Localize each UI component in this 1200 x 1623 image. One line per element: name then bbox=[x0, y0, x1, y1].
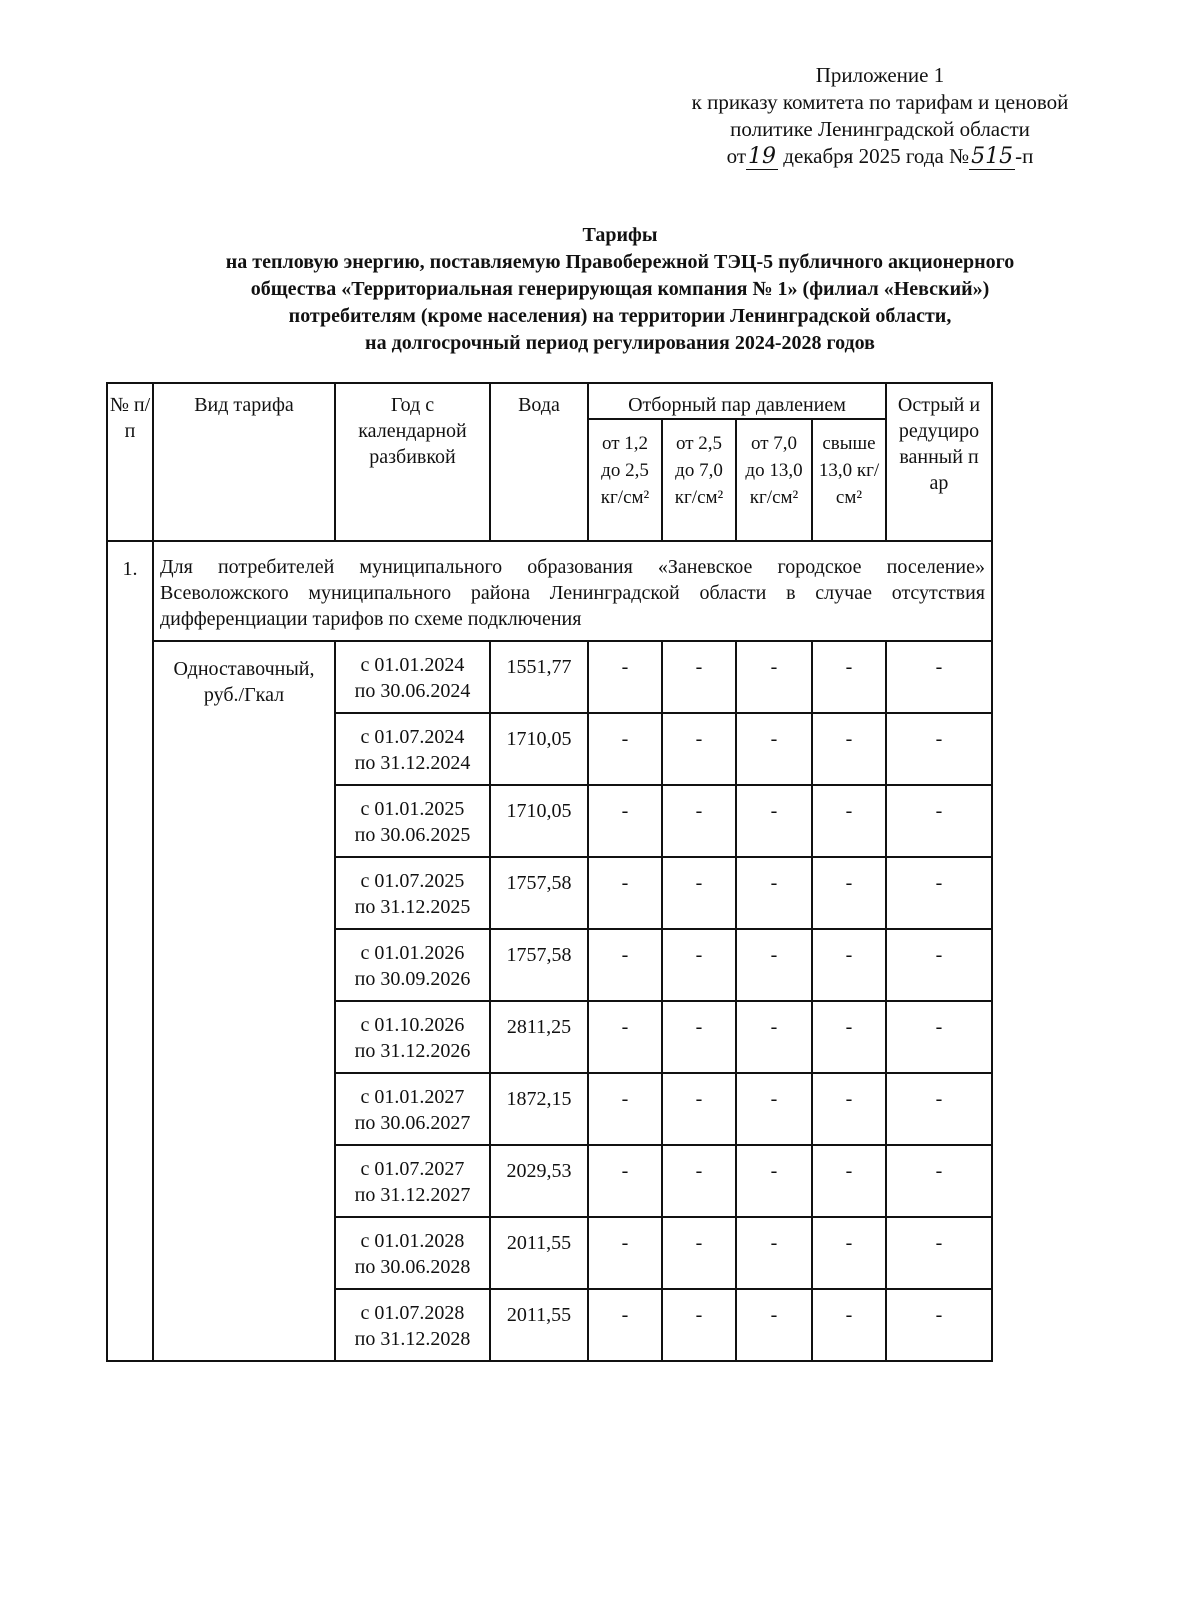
steam-2-value: - bbox=[662, 713, 736, 785]
steam-3-value: - bbox=[736, 785, 812, 857]
period-from: с 01.07.2025 bbox=[360, 870, 465, 892]
header-sharp-steam: Острый и редуцированный пар bbox=[886, 383, 992, 541]
subheader-steam-4: свыше 13,0 кг/см² bbox=[812, 419, 886, 541]
steam-4-value: - bbox=[812, 713, 886, 785]
period-cell bbox=[335, 641, 490, 713]
appendix-line-3: политике Ленинградской области bbox=[730, 117, 1030, 141]
sharp-steam-value: - bbox=[886, 713, 992, 785]
handwritten-order-number: 515 bbox=[971, 144, 1014, 169]
steam-3-value: - bbox=[736, 1145, 812, 1217]
steam-1-value: - bbox=[588, 1073, 662, 1145]
steam-3-value: - bbox=[736, 1289, 812, 1361]
subheader-steam-1: от 1,2 до 2,5 кг/см² bbox=[588, 419, 662, 541]
steam-1-value: - bbox=[588, 713, 662, 785]
period-to: по 30.06.2028 bbox=[354, 1256, 471, 1278]
handwritten-day: 19 bbox=[748, 144, 777, 169]
steam-4-value: - bbox=[812, 1217, 886, 1289]
steam-3-value: - bbox=[736, 1217, 812, 1289]
period-from: с 01.07.2027 bbox=[360, 1158, 465, 1180]
water-value: 2011,55 bbox=[490, 1289, 588, 1361]
period-to: по 30.09.2026 bbox=[354, 968, 471, 990]
subheader-steam-2: от 2,5 до 7,0 кг/см² bbox=[662, 419, 736, 541]
date-middle: декабря 2025 года № bbox=[783, 144, 970, 168]
period-to: по 31.12.2026 bbox=[354, 1040, 471, 1062]
steam-4-value: - bbox=[812, 785, 886, 857]
steam-1-value: - bbox=[588, 1289, 662, 1361]
steam-4-value: - bbox=[812, 1001, 886, 1073]
steam-3-value: - bbox=[736, 1001, 812, 1073]
water-value: 1551,77 bbox=[490, 641, 588, 713]
period-from: с 01.07.2028 bbox=[360, 1302, 465, 1324]
water-value: 1757,58 bbox=[490, 929, 588, 1001]
water-value: 1872,15 bbox=[490, 1073, 588, 1145]
steam-3-value: - bbox=[736, 857, 812, 929]
period-to: по 31.12.2028 bbox=[354, 1328, 471, 1350]
period-to: по 30.06.2025 bbox=[354, 824, 471, 846]
period-to: по 31.12.2027 bbox=[354, 1184, 471, 1206]
section-number: 1. bbox=[107, 541, 153, 1361]
header-water: Вода bbox=[490, 383, 588, 541]
steam-4-value: - bbox=[812, 929, 886, 1001]
appendix-line-1: Приложение 1 bbox=[815, 63, 945, 87]
header-tariff-type: Вид тарифа bbox=[153, 383, 335, 541]
document-title bbox=[90, 222, 1150, 357]
period-to: по 30.06.2024 bbox=[354, 680, 471, 702]
sharp-steam-value: - bbox=[886, 857, 992, 929]
period-to: по 31.12.2024 bbox=[354, 752, 471, 774]
title-line-4: на долгосрочный период регулирования 2024-2028 годов bbox=[365, 332, 875, 354]
title-line-2: общества «Территориальная генерирующая компания № 1» (филиал «Невский») bbox=[250, 278, 990, 300]
sharp-steam-value: - bbox=[886, 929, 992, 1001]
period-from: с 01.01.2027 bbox=[360, 1086, 465, 1108]
steam-3-value: - bbox=[736, 929, 812, 1001]
sharp-steam-value: - bbox=[886, 1217, 992, 1289]
steam-3-value: - bbox=[736, 1073, 812, 1145]
water-value: 2011,55 bbox=[490, 1217, 588, 1289]
period-cell bbox=[335, 1217, 490, 1289]
appendix-date-line bbox=[640, 143, 1120, 170]
period-from: с 01.01.2026 bbox=[360, 942, 465, 964]
steam-4-value: - bbox=[812, 1289, 886, 1361]
section-description: Для потребителей муниципального образования «Заневское городское поселение» Всеволожского муниципального района Ленинградской области в случае отсутствия дифференциации тарифов по схеме подключения bbox=[153, 541, 992, 641]
water-value: 1710,05 bbox=[490, 785, 588, 857]
steam-1-value: - bbox=[588, 857, 662, 929]
header-year: Год с календарной разбивкой bbox=[335, 383, 490, 541]
sharp-steam-value: - bbox=[886, 641, 992, 713]
steam-4-value: - bbox=[812, 641, 886, 713]
steam-2-value: - bbox=[662, 641, 736, 713]
period-cell bbox=[335, 929, 490, 1001]
appendix-header bbox=[640, 62, 1120, 170]
period-cell bbox=[335, 857, 490, 929]
steam-1-value: - bbox=[588, 641, 662, 713]
steam-1-value: - bbox=[588, 929, 662, 1001]
title-heading: Тарифы bbox=[582, 224, 658, 246]
period-cell bbox=[335, 713, 490, 785]
period-cell bbox=[335, 1289, 490, 1361]
water-value: 2811,25 bbox=[490, 1001, 588, 1073]
title-line-1: на тепловую энергию, поставляемую Правобережной ТЭЦ-5 публичного акционерного bbox=[225, 251, 1015, 273]
steam-1-value: - bbox=[588, 1001, 662, 1073]
water-value: 2029,53 bbox=[490, 1145, 588, 1217]
subheader-steam-3: от 7,0 до 13,0 кг/см² bbox=[736, 419, 812, 541]
steam-2-value: - bbox=[662, 785, 736, 857]
header-number: № п/п bbox=[107, 383, 153, 541]
steam-3-value: - bbox=[736, 641, 812, 713]
steam-3-value: - bbox=[736, 713, 812, 785]
period-cell bbox=[335, 1073, 490, 1145]
date-suffix: -п bbox=[1015, 144, 1034, 168]
header-steam-group: Отборный пар давлением bbox=[588, 383, 886, 419]
sharp-steam-value: - bbox=[886, 1145, 992, 1217]
steam-2-value: - bbox=[662, 1073, 736, 1145]
sharp-steam-value: - bbox=[886, 785, 992, 857]
period-to: по 31.12.2025 bbox=[354, 896, 471, 918]
period-cell bbox=[335, 1001, 490, 1073]
period-from: с 01.01.2025 bbox=[360, 798, 465, 820]
period-to: по 30.06.2027 bbox=[354, 1112, 471, 1134]
steam-4-value: - bbox=[812, 1145, 886, 1217]
steam-2-value: - bbox=[662, 1145, 736, 1217]
steam-1-value: - bbox=[588, 785, 662, 857]
period-cell bbox=[335, 1145, 490, 1217]
period-from: с 01.01.2028 bbox=[360, 1230, 465, 1252]
title-line-3: потребителям (кроме населения) на территории Ленинградской области, bbox=[288, 305, 952, 327]
water-value: 1710,05 bbox=[490, 713, 588, 785]
steam-2-value: - bbox=[662, 1217, 736, 1289]
date-prefix: от bbox=[726, 144, 747, 168]
period-from: с 01.07.2024 bbox=[360, 726, 465, 748]
appendix-line-2: к приказу комитета по тарифам и ценовой bbox=[691, 90, 1069, 114]
steam-1-value: - bbox=[588, 1145, 662, 1217]
tariff-name: Одноставочный, руб./Гкал bbox=[153, 641, 335, 1361]
sharp-steam-value: - bbox=[886, 1289, 992, 1361]
sharp-steam-value: - bbox=[886, 1001, 992, 1073]
period-from: с 01.10.2026 bbox=[360, 1014, 465, 1036]
steam-4-value: - bbox=[812, 857, 886, 929]
period-from: с 01.01.2024 bbox=[360, 654, 465, 676]
steam-2-value: - bbox=[662, 1289, 736, 1361]
sharp-steam-value: - bbox=[886, 1073, 992, 1145]
steam-2-value: - bbox=[662, 929, 736, 1001]
tariff-table bbox=[106, 382, 993, 1362]
steam-2-value: - bbox=[662, 1001, 736, 1073]
period-cell bbox=[335, 785, 490, 857]
steam-2-value: - bbox=[662, 857, 736, 929]
steam-4-value: - bbox=[812, 1073, 886, 1145]
water-value: 1757,58 bbox=[490, 857, 588, 929]
steam-1-value: - bbox=[588, 1217, 662, 1289]
